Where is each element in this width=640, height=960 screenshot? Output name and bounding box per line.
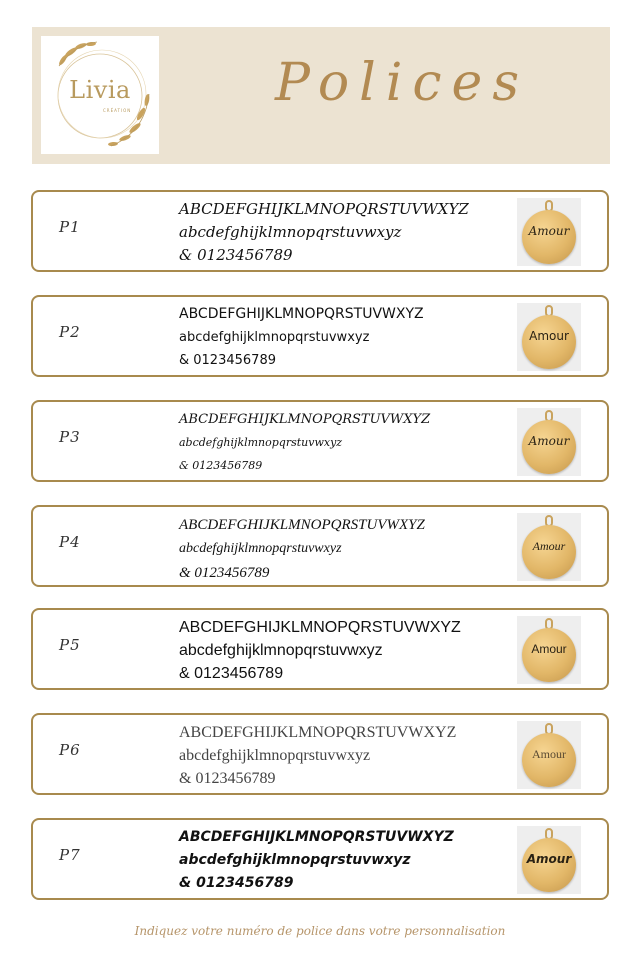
pendant-word: Amour: [532, 747, 566, 761]
pendant-preview: [517, 513, 581, 581]
font-code: P2: [59, 323, 81, 341]
digits-sample: & 0123456789: [179, 875, 294, 891]
pendant-word: Amour: [532, 539, 566, 553]
pendant-preview: [517, 616, 581, 684]
pendant-preview: [517, 826, 581, 894]
pendant-preview: [517, 198, 581, 266]
font-code: P5: [59, 636, 81, 654]
font-code: P7: [59, 846, 81, 864]
font-card-p6[interactable]: [31, 713, 609, 795]
lowercase-sample: abcdefghijklmnopqrstuvwxyz: [179, 436, 343, 449]
pendant-word: Amour: [526, 852, 572, 866]
uppercase-sample: ABCDEFGHIJKLMNOPQRSTUVWXYZ: [179, 517, 425, 533]
digits-sample: & 0123456789: [179, 565, 270, 581]
lowercase-sample: abcdefghijklmnopqrstuvwxyz: [179, 223, 402, 241]
pendant-preview: [517, 721, 581, 789]
digits-sample: & 0123456789: [179, 665, 284, 682]
digits-sample: & 0123456789: [179, 459, 263, 472]
uppercase-sample: ABCDEFGHIJKLMNOPQRSTUVWXYZ: [179, 412, 431, 427]
font-card-p2[interactable]: [31, 295, 609, 377]
logo-subtitle: CRÉATION: [103, 108, 132, 113]
pendant-word: Amour: [528, 224, 570, 238]
uppercase-sample: ABCDEFGHIJKLMNOPQRSTUVWXYZ: [179, 306, 424, 322]
pendant-preview: [517, 303, 581, 371]
lowercase-sample: abcdefghijklmnopqrstuvwxyz: [179, 747, 371, 764]
digits-sample: & 0123456789: [179, 246, 293, 264]
lowercase-sample: abcdefghijklmnopqrstuvwxyz: [179, 852, 411, 868]
font-sample: [179, 198, 469, 267]
header-banner: [32, 27, 610, 164]
font-code: P3: [59, 428, 81, 446]
font-code: P1: [59, 218, 81, 236]
font-sample: [179, 513, 425, 585]
digits-sample: & 0123456789: [179, 770, 276, 787]
pendant-word: Amour: [531, 642, 567, 656]
footer-note: Indiquez votre numéro de police dans votre personnalisation: [134, 924, 506, 938]
font-sample: [179, 826, 454, 895]
uppercase-sample: ABCDEFGHIJKLMNOPQRSTUVWXYZ: [179, 619, 461, 636]
font-sample: [179, 408, 430, 477]
page-title: Polices: [274, 53, 530, 113]
font-card-p7[interactable]: [31, 818, 609, 900]
pendant-word: Amour: [529, 329, 569, 343]
brand-logo: [41, 36, 159, 154]
pendant-word: Amour: [528, 434, 570, 448]
font-card-p4[interactable]: [31, 505, 609, 587]
digits-sample: & 0123456789: [179, 353, 276, 368]
font-card-p3[interactable]: [31, 400, 609, 482]
uppercase-sample: ABCDEFGHIJKLMNOPQRSTUVWXYZ: [179, 829, 454, 845]
lowercase-sample: abcdefghijklmnopqrstuvwxyz: [179, 330, 370, 345]
lowercase-sample: abcdefghijklmnopqrstuvwxyz: [179, 541, 342, 556]
font-card-p5[interactable]: [31, 608, 609, 690]
font-code: P6: [59, 741, 81, 759]
font-sample: [179, 616, 461, 685]
font-code: P4: [59, 533, 81, 551]
font-card-p1[interactable]: [31, 190, 609, 272]
uppercase-sample: ABCDEFGHIJKLMNOPQRSTUVWXYZ: [179, 724, 457, 741]
uppercase-sample: ABCDEFGHIJKLMNOPQRSTUVWXYZ: [179, 200, 469, 218]
font-sample: [179, 303, 424, 372]
font-sample: [179, 721, 456, 790]
logo-name: Livia: [69, 76, 131, 104]
pendant-preview: [517, 408, 581, 476]
lowercase-sample: abcdefghijklmnopqrstuvwxyz: [179, 642, 383, 659]
